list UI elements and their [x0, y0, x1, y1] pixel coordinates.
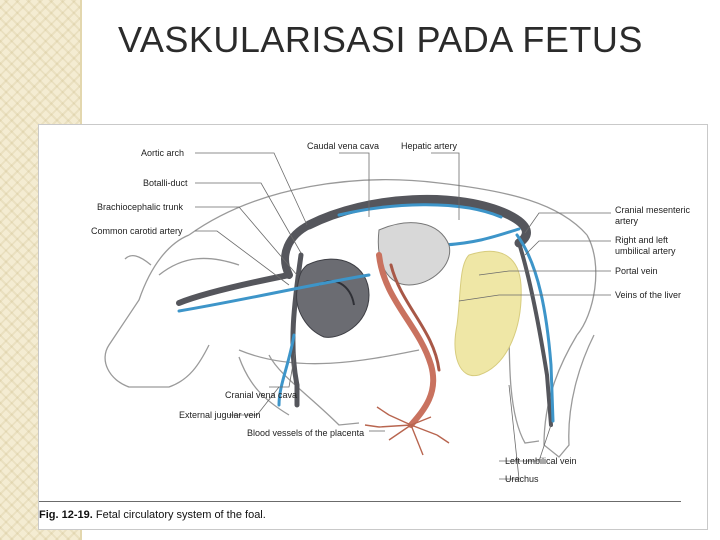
- label-veins-of-liver: Veins of the liver: [615, 290, 682, 300]
- label-botalli-duct: Botalli-duct: [143, 178, 188, 188]
- fetal-circulation-diagram: [39, 125, 707, 501]
- heart: [297, 259, 369, 337]
- label-left-umbilical-vein: Left umbilical vein: [505, 456, 577, 466]
- allantois-region: [455, 251, 521, 375]
- label-cranial-mesenteric-artery: Cranial mesenteric: [615, 205, 691, 215]
- label-umbilical-arteries: Right and left: [615, 235, 669, 245]
- label-aortic-arch: Aortic arch: [141, 148, 185, 158]
- slide-title: VASKULARISASI PADA FETUS: [118, 19, 643, 60]
- caption-divider: [39, 501, 681, 502]
- caption-number: Fig. 12-19.: [39, 509, 93, 521]
- figure-frame: [38, 124, 708, 530]
- label-placenta-vessels: Blood vessels of the placenta: [247, 428, 365, 438]
- label-portal-vein: Portal vein: [615, 266, 658, 276]
- label-cranial-vena-cava: Cranial vena cava: [225, 390, 298, 400]
- label-umbilical-arteries-line2: umbilical artery: [615, 246, 676, 256]
- liver: [378, 223, 449, 285]
- label-hepatic-artery: Hepatic artery: [401, 141, 458, 151]
- label-cranial-mesenteric-artery-line2: artery: [615, 216, 639, 226]
- label-external-jugular-vein: External jugular vein: [179, 410, 261, 420]
- label-urachus: Urachus: [505, 474, 539, 484]
- label-brachiocephalic-trunk: Brachiocephalic trunk: [97, 202, 184, 212]
- figure-caption: [39, 509, 266, 521]
- caption-text: Fetal circulatory system of the foal.: [95, 509, 266, 521]
- label-caudal-vena-cava: Caudal vena cava: [307, 141, 380, 151]
- label-common-carotid-artery: Common carotid artery: [91, 226, 183, 236]
